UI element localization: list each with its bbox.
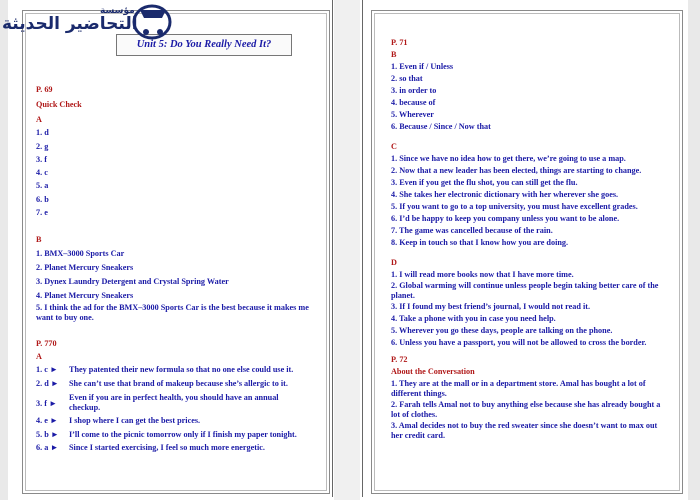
answer-item: 1. c ► They patented their new formula so that no one else could use it. xyxy=(36,365,294,374)
answer-item: 4. e ► I shop where I can get the best prices. xyxy=(36,416,201,425)
answer-item: 1. Since we have no idea how to get there, we’re going to use a map. xyxy=(391,154,626,163)
answer-item: 7. e xyxy=(36,208,48,217)
answer-item: 1. d xyxy=(36,128,49,137)
left-page xyxy=(8,0,333,497)
answer-item: 5. a xyxy=(36,181,49,190)
answer-item: 5. b ► I’ll come to the picnic tomorrow only if I finish my paper tonight. xyxy=(36,430,297,439)
answer-item: 4. She takes her electronic dictionary with her wherever she goes. xyxy=(391,190,619,199)
logo-text: التحاضير الحديثة xyxy=(2,14,138,34)
page-number: P. 72 xyxy=(391,355,408,364)
answer-item: 1. They are at the mall or in a department store. Amal has bought a lot of different things. xyxy=(391,379,646,398)
page-number: P. 770 xyxy=(36,339,57,348)
answer-item: 6. b xyxy=(36,195,49,204)
page-number: P. 71 xyxy=(391,38,408,47)
answer-item: 7. The game was cancelled because of the rain. xyxy=(391,226,553,235)
answer-item: 6. I’d be happy to keep you company unless you want to be alone. xyxy=(391,214,620,223)
answer-item: 4. c xyxy=(36,168,48,177)
answer-item: 1. I will read more books now that I have more time. xyxy=(391,270,574,279)
answer-item: 3. f ► Even if you are in perfect health, you should have an annual checkup. xyxy=(36,393,279,412)
answer-item: 5. Wherever you go these days, people are talking on the phone. xyxy=(391,326,613,335)
section-heading: Quick Check xyxy=(36,100,82,109)
answer-item: 4. Planet Mercury Sneakers xyxy=(36,291,134,300)
answer-item: 3. in order to xyxy=(391,86,437,95)
answer-item: 3. Amal decides not to buy the red sweater since she doesn’t want to max out her credit card. xyxy=(391,421,658,440)
answer-item: 2. Global warming will continue unless people begin taking better care of the planet. xyxy=(391,281,659,300)
logo-prefix: مؤسسة xyxy=(100,6,135,16)
section-label: B xyxy=(391,50,397,59)
answer-item: 6. Because / Since / Now that xyxy=(391,122,491,131)
section-label: A xyxy=(36,352,42,361)
answer-item: 1. Even if / Unless xyxy=(391,62,454,71)
answer-item: 4. Take a phone with you in case you need help. xyxy=(391,314,556,323)
unit-title-banner: Unit 5: Do You Really Need It? xyxy=(116,34,292,56)
page-gutter xyxy=(334,0,360,500)
answer-item: 3. Dynex Laundry Detergent and Crystal Spring Water xyxy=(36,277,229,286)
section-label: C xyxy=(391,142,397,151)
answer-item: 2. Farah tells Amal not to buy anything else because she has already bought a lot of clothes. xyxy=(391,400,661,419)
answer-item: 3. If I found my best friend’s journal, I would not read it. xyxy=(391,302,591,311)
answer-item: 6. a ► Since I started exercising, I feel so much more energetic. xyxy=(36,443,265,452)
answer-item: 5. I think the ad for the BMX–3000 Sports Car is the best because it makes me want to buy one. xyxy=(36,303,309,322)
section-heading: About the Conversation xyxy=(391,367,475,376)
answer-item: 5. Wherever xyxy=(391,110,434,119)
answer-item: 8. Keep in touch so that I know how you are doing. xyxy=(391,238,569,247)
answer-item: 4. because of xyxy=(391,98,436,107)
section-label: D xyxy=(391,258,397,267)
answer-item: 1. BMX–3000 Sports Car xyxy=(36,249,125,258)
answer-item: 2. g xyxy=(36,142,49,151)
answer-item: 3. Even if you get the flu shot, you can still get the flu. xyxy=(391,178,578,187)
section-label: A xyxy=(36,115,42,124)
answer-item: 2. d ► She can’t use that brand of makeup because she’s allergic to it. xyxy=(36,379,288,388)
answer-item: 5. If you want to go to a top university, you must have excellent grades. xyxy=(391,202,638,211)
section-label: B xyxy=(36,235,42,244)
answer-item: 2. Planet Mercury Sneakers xyxy=(36,263,134,272)
right-page xyxy=(362,0,687,497)
page-edge-right xyxy=(688,0,700,500)
answer-item: 2. so that xyxy=(391,74,423,83)
site-logo xyxy=(0,0,182,44)
page-edge-left xyxy=(0,0,8,500)
answer-item: 2. Now that a new leader has been elected, things are starting to change. xyxy=(391,166,642,175)
answer-item: 3. f xyxy=(36,155,47,164)
answer-item: 6. Unless you have a passport, you will not be allowed to cross the border. xyxy=(391,338,647,347)
page-number: P. 69 xyxy=(36,85,53,94)
